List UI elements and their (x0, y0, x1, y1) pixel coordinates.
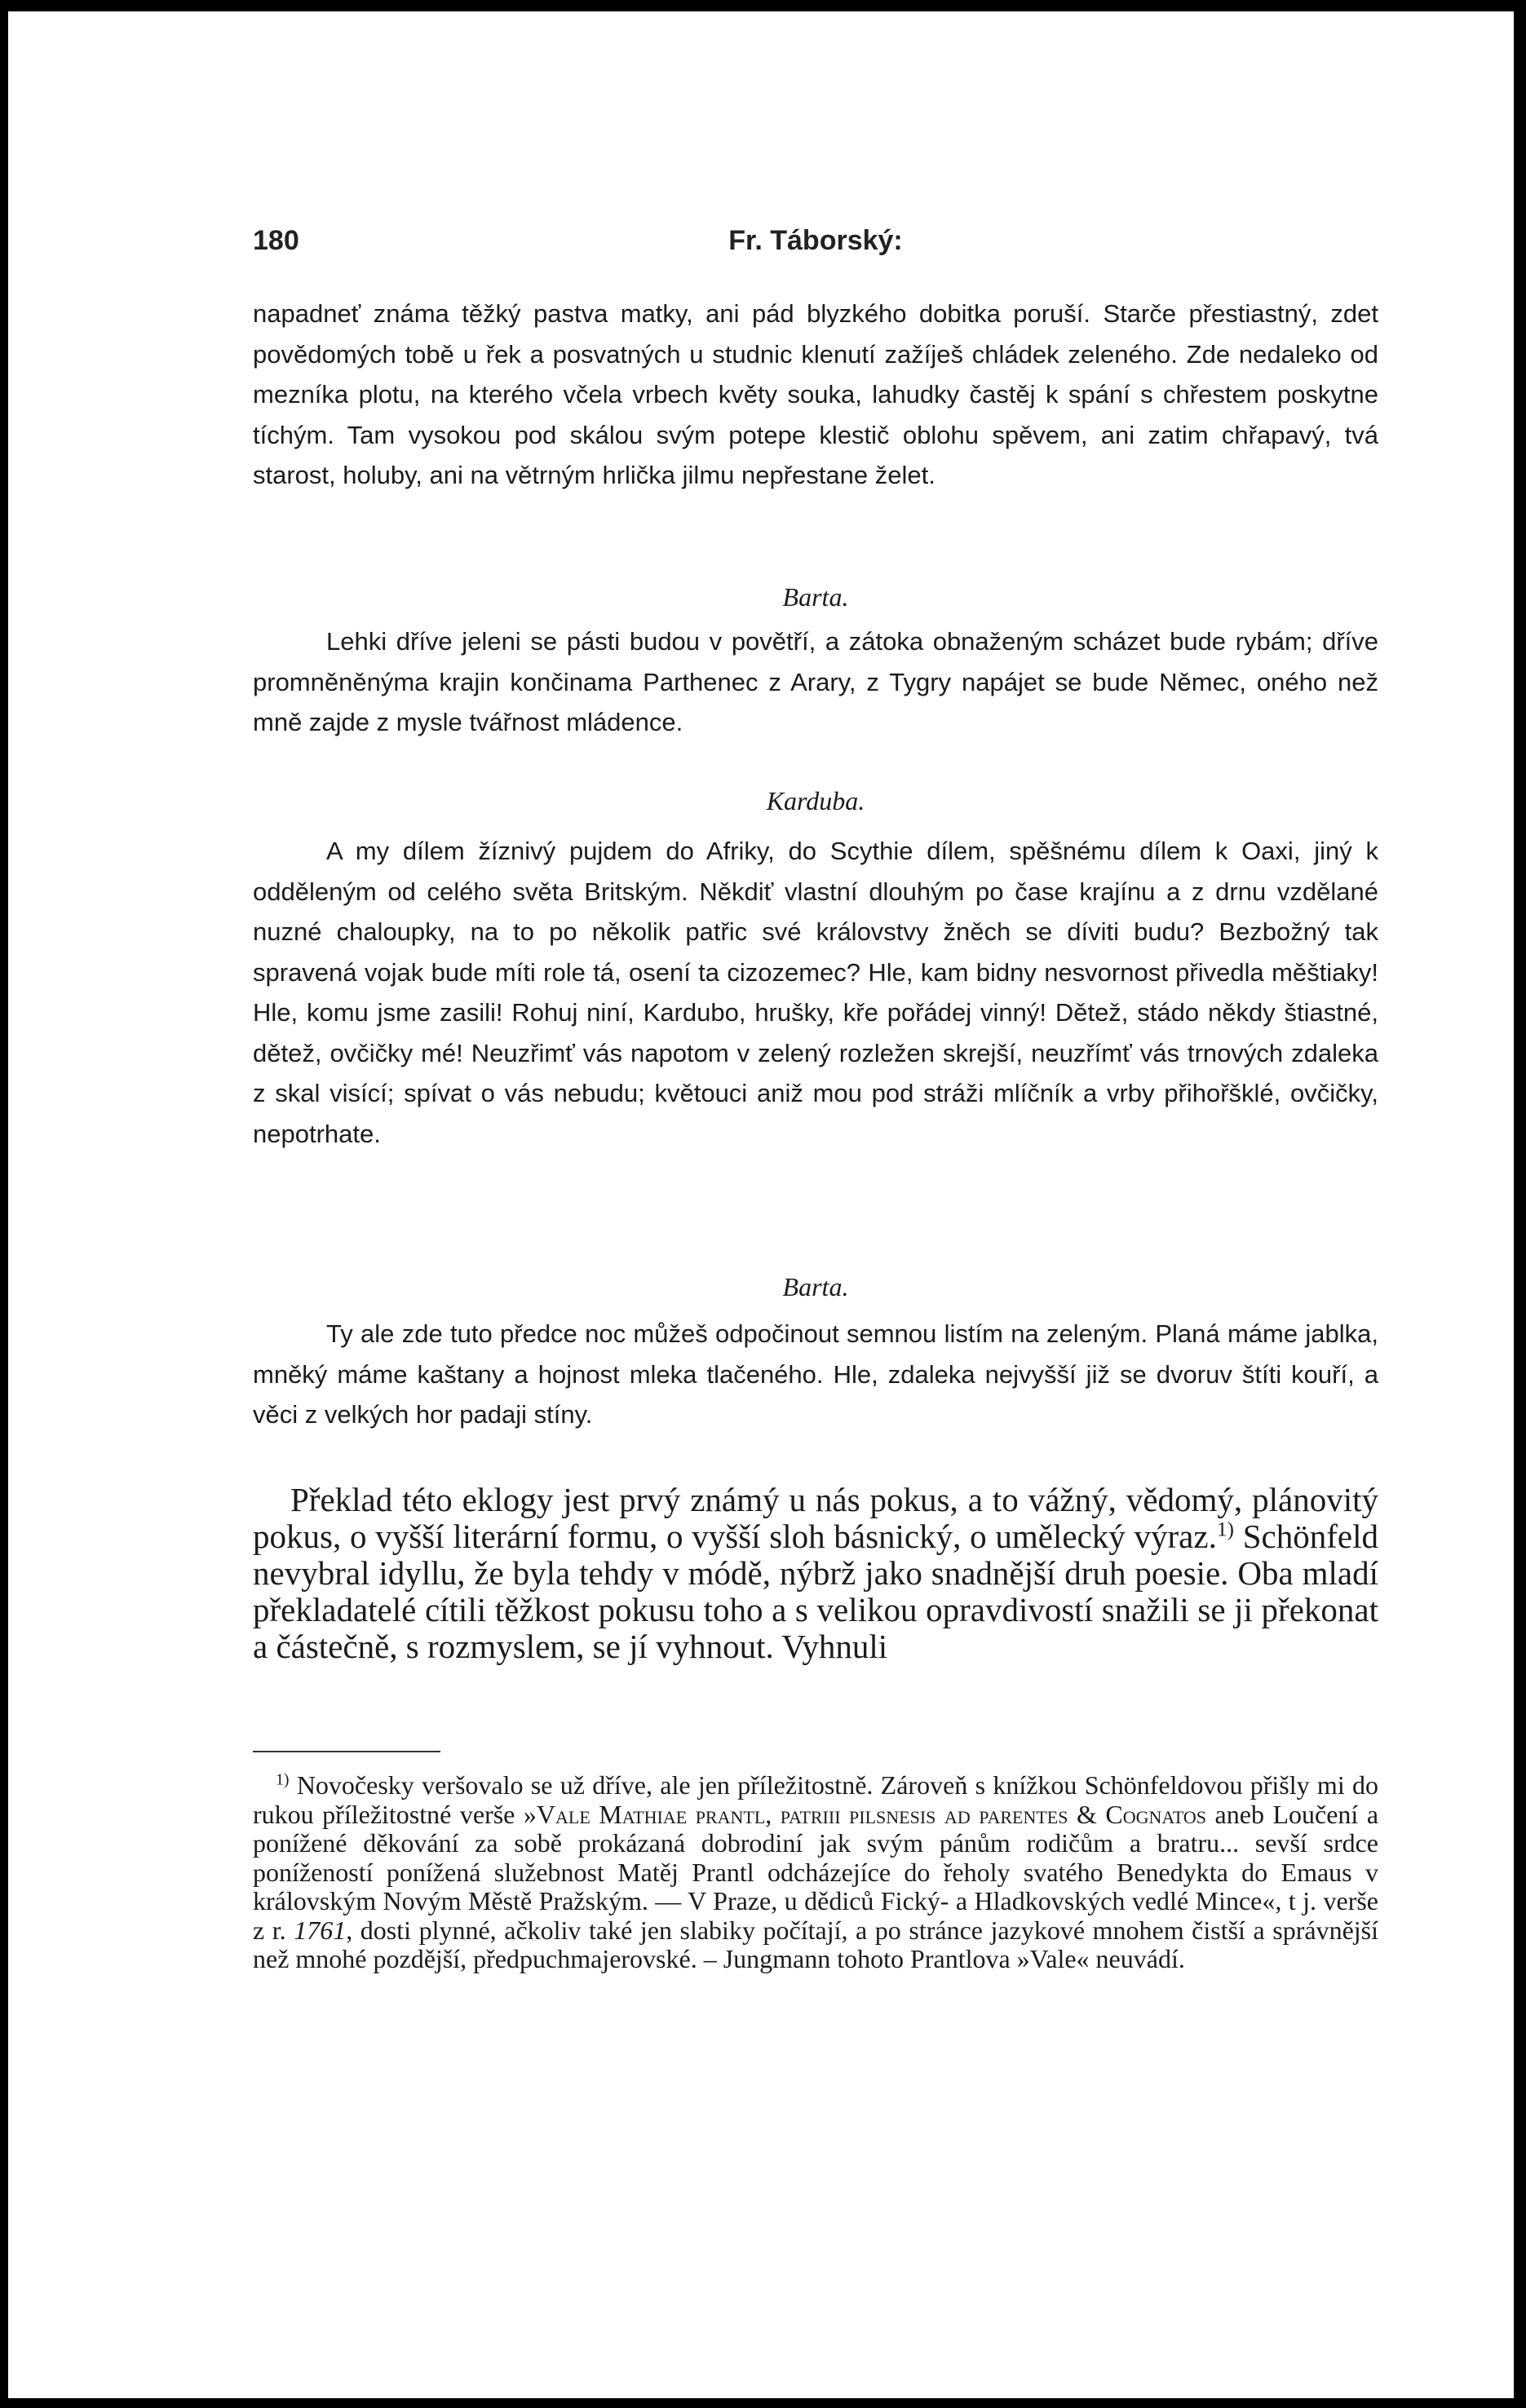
main-text (253, 1482, 1378, 1665)
page-number: 180 (253, 225, 299, 256)
verse-block-3 (253, 831, 1378, 1154)
page-header (253, 225, 1378, 266)
footnote-rule (253, 1751, 440, 1752)
speaker-barta-2: Barta. (782, 1272, 849, 1301)
verse-block-1 (253, 294, 1378, 496)
footnote-text: aneb Loučení a ponížené děkování za sobě prokázaná dobrodiní jak svým pánům rodičům a bratru... sevší srdce ponížeností ponížená služebnost Matěj Prantl odcházejíce do řeholy svatého Benedykta do Emaus v královským Novým Městě Pražským. — V Praze, u dědiců Fický- a Hladkovských vedlé Mince«, t j. verše z r. (253, 1799, 1379, 1945)
footnote-text: , dosti plynné, ačkoliv také jen slabiky počítají, a po stránce jazykové mnohem čistší a správnější než mnohé pozdější, předpuchmajerovské. – Jungmann tohoto Prantlova »Vale« neuvádí. (253, 1915, 1378, 1973)
running-head-author: Fr. Táborský: (728, 225, 903, 256)
footnote-paragraph (253, 1771, 1378, 1974)
footnote-title-smallcaps: Vale Mathiae prantl, patriii pilsnesis ad parentes (536, 1799, 1068, 1829)
verse-paragraph: Lehki dříve jeleni se pásti budou v povětří, a zátoka obnaženým scházet bude rybám; dříve promněněnýma krajin končinama Parthenec z Arary, z Tygry napájet se bude Němec, oného než mně zajde z mysle tvářnost mládence. (253, 627, 1378, 736)
book-page (8, 11, 1514, 2398)
speaker-barta: Barta. (782, 582, 849, 612)
verse-block-2 (253, 621, 1378, 743)
footnote (253, 1771, 1378, 1974)
main-paragraph (253, 1482, 1378, 1665)
footnote-year: 1761 (294, 1915, 347, 1945)
main-text-part: Schönfeld nevybral idyllu, že byla tehdy v módě, nýbrž jako snadnější druh poesie. Oba mladí překladatelé cítili těžkost pokusu toho a s velikou opravdivostí snažili se ji překonat a částečně, s rozmyslem, se jí vyhnout. Vyhnuli (253, 1518, 1378, 1665)
verse-paragraph: A my dílem žíznivý pujdem do Afriky, do Scythie dílem, spěšnému dílem k Oaxi, jiný k odděleným od celého světa Britským. Někdiť vlastní dlouhým po čase krajínu a z drnu vzdělané nuzné chaloupky, na to po několik patřic své královstvy žněch se díviti budu? Bezbožný tak spravená vojak bude míti role tá, osení ta cizozemec? Hle, kam bidny nesvornost přivedla měštiaky! Hle, komu jsme zasili! Rohuj niní, Kardubo, hrušky, kře pořádej vinný! Dětež, stádo někdy štiastné, dětež, ovčičky mé! Neuzřimť vás napotom v zelený rozležen skrejší, neuzřímť vás trnových zdaleka z skal visící; spívat o vás nebudu; květouci aniž mou pod stráži mlíčník a vrby přihořšklé, ovčičky, nepotrhate. (253, 837, 1378, 1148)
verse-paragraph: Ty ale zde tuto předce noc můžeš odpočinout semnou listím na zeleným. Planá máme jablka, mněký máme kaštany a hojnost mleka tlačeného. Hle, zdaleka nejvyšší již se dvoruv štíti kouří, a věci z velkých hor padaji stíny. (253, 1319, 1378, 1429)
footnote-text: & (1068, 1799, 1106, 1829)
footnote-mark: 1) (276, 1770, 290, 1789)
footnote-smallcaps: Cognatos (1105, 1799, 1207, 1829)
speaker-karduba: Karduba. (766, 786, 865, 815)
footnote-reference: 1) (1216, 1518, 1234, 1541)
main-text-part: Překlad této eklogy jest prvý známý u nás pokus, a to vážný, vědomý, plánovitý pokus, o vyšší literární formu, o vyšší sloh básnický, o umělecký výraz. (253, 1481, 1378, 1555)
verse-paragraph: napadneť známa těžký pastva matky, ani pád blyzkého dobitka poruší. Starče přestiastný, zdet povědomých tobě u řek a posvatných u studnic klenutí zažíješ chládek zeleného. Zde nedaleko od mezníka plotu, na kterého včela vrbech květy souka, lahudky častěj k spání s chřestem poskytne tíchým. Tam vysokou pod skálou svým potepe klestič oblohu spěvem, ani zatim chřapavý, tvá starost, holuby, ani na větrným hrlička jilmu nepřestane želet. (253, 299, 1378, 489)
verse-block-4 (253, 1314, 1378, 1435)
footnote-text: Novočesky veršovalo se už dříve, ale jen příležitostně. Zároveň s knížkou Schönfeldovou přišly mi do rukou příležitostné verše » (253, 1770, 1378, 1829)
